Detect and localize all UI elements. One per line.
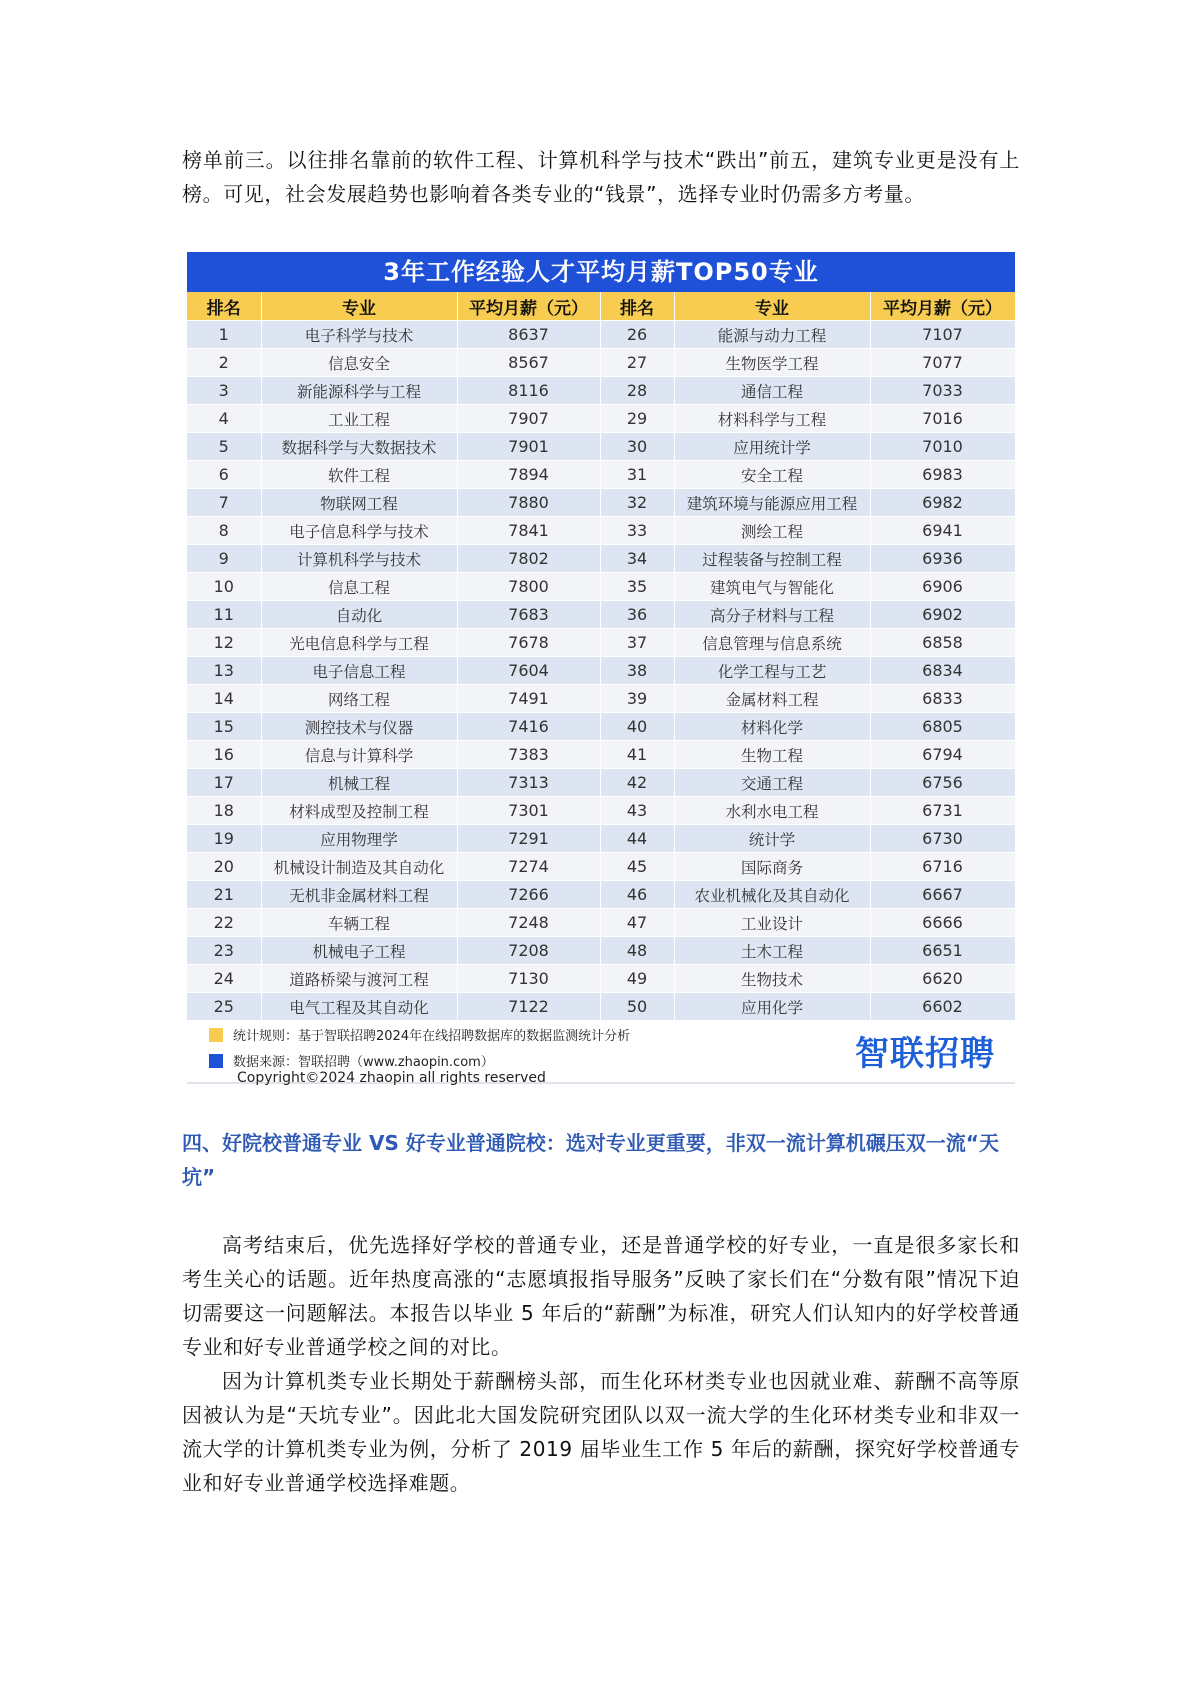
rank-cell: 6 [187, 461, 261, 489]
major-cell: 无机非金属材料工程 [261, 881, 457, 909]
salary-cell: 7122 [457, 993, 600, 1021]
major-cell: 电子信息科学与技术 [261, 517, 457, 545]
rank-cell: 11 [187, 601, 261, 629]
rank-cell: 24 [187, 965, 261, 993]
rank-cell: 36 [600, 601, 674, 629]
table-row [187, 433, 1015, 461]
table-row [187, 517, 1015, 545]
salary-table-figure [187, 252, 1015, 1084]
salary-cell: 6983 [870, 461, 1015, 489]
table-row [187, 349, 1015, 377]
rank-cell: 4 [187, 405, 261, 433]
major-cell: 计算机科学与技术 [261, 545, 457, 573]
salary-cell: 7678 [457, 629, 600, 657]
table-row [187, 685, 1015, 713]
rank-cell: 50 [600, 993, 674, 1021]
salary-cell: 6833 [870, 685, 1015, 713]
salary-cell: 7248 [457, 909, 600, 937]
table-row [187, 853, 1015, 881]
major-cell: 材料化学 [674, 713, 870, 741]
salary-cell: 7208 [457, 937, 600, 965]
header-major: 专业 [261, 292, 457, 321]
table-row [187, 489, 1015, 517]
salary-cell: 7291 [457, 825, 600, 853]
salary-cell: 8567 [457, 349, 600, 377]
major-cell: 金属材料工程 [674, 685, 870, 713]
major-cell: 电子科学与技术 [261, 321, 457, 349]
major-cell: 电子信息工程 [261, 657, 457, 685]
table-row [187, 573, 1015, 601]
salary-cell: 8116 [457, 377, 600, 405]
table-row [187, 377, 1015, 405]
table-row [187, 629, 1015, 657]
rank-cell: 28 [600, 377, 674, 405]
salary-cell: 6620 [870, 965, 1015, 993]
yellow-legend-swatch [209, 1028, 223, 1042]
table-row [187, 545, 1015, 573]
rank-cell: 39 [600, 685, 674, 713]
header-salary: 平均月薪（元） [457, 292, 600, 321]
salary-table [187, 292, 1016, 1020]
rank-cell: 27 [600, 349, 674, 377]
rank-cell: 37 [600, 629, 674, 657]
major-cell: 生物技术 [674, 965, 870, 993]
salary-cell: 7313 [457, 769, 600, 797]
rank-cell: 41 [600, 741, 674, 769]
rank-cell: 19 [187, 825, 261, 853]
salary-cell: 6756 [870, 769, 1015, 797]
major-cell: 通信工程 [674, 377, 870, 405]
salary-cell: 7010 [870, 433, 1015, 461]
salary-cell: 7894 [457, 461, 600, 489]
salary-cell: 7880 [457, 489, 600, 517]
major-cell: 机械电子工程 [261, 937, 457, 965]
salary-cell: 7383 [457, 741, 600, 769]
rank-cell: 29 [600, 405, 674, 433]
salary-cell: 7683 [457, 601, 600, 629]
salary-cell: 6730 [870, 825, 1015, 853]
salary-cell: 7841 [457, 517, 600, 545]
salary-cell: 7907 [457, 405, 600, 433]
major-cell: 自动化 [261, 601, 457, 629]
copyright-text: Copyright©2024 zhaopin all rights reserved [237, 1070, 546, 1086]
major-cell: 能源与动力工程 [674, 321, 870, 349]
major-cell: 测绘工程 [674, 517, 870, 545]
major-cell: 信息安全 [261, 349, 457, 377]
body-paragraph-2: 因为计算机类专业长期处于薪酬榜头部，而生化环材类专业也因就业难、薪酬不高等原因被认为是“天坑专业”。因此北大国发院研究团队以双一流大学的生化环材类专业和非双一流大学的计算机类专业为例，分析了 2019 届毕业生工作 5 年后的薪酬，探究好学校普通专业和好专业普通学校选择难题。 [182, 1369, 1020, 1495]
header-rank: 排名 [187, 292, 261, 321]
salary-cell: 6902 [870, 601, 1015, 629]
rank-cell: 17 [187, 769, 261, 797]
rank-cell: 40 [600, 713, 674, 741]
major-cell: 过程装备与控制工程 [674, 545, 870, 573]
major-cell: 化学工程与工艺 [674, 657, 870, 685]
major-cell: 应用化学 [674, 993, 870, 1021]
major-cell: 机械设计制造及其自动化 [261, 853, 457, 881]
salary-cell: 7107 [870, 321, 1015, 349]
table-row [187, 881, 1015, 909]
rank-cell: 23 [187, 937, 261, 965]
rank-cell: 35 [600, 573, 674, 601]
rank-cell: 22 [187, 909, 261, 937]
header-salary: 平均月薪（元） [870, 292, 1015, 321]
rank-cell: 25 [187, 993, 261, 1021]
rank-cell: 45 [600, 853, 674, 881]
header-major: 专业 [674, 292, 870, 321]
major-cell: 物联网工程 [261, 489, 457, 517]
rank-cell: 8 [187, 517, 261, 545]
intro-paragraph: 榜单前三。以往排名靠前的软件工程、计算机科学与技术“跌出”前五，建筑专业更是没有上榜。可见，社会发展趋势也影响着各类专业的“钱景”，选择专业时仍需多方考量。 [182, 148, 1020, 206]
rank-cell: 43 [600, 797, 674, 825]
salary-cell: 6667 [870, 881, 1015, 909]
salary-cell: 6794 [870, 741, 1015, 769]
table-row [187, 321, 1015, 349]
rank-cell: 5 [187, 433, 261, 461]
table-row [187, 601, 1015, 629]
salary-cell: 7491 [457, 685, 600, 713]
salary-cell: 6651 [870, 937, 1015, 965]
major-cell: 水利水电工程 [674, 797, 870, 825]
rank-cell: 7 [187, 489, 261, 517]
salary-cell: 6666 [870, 909, 1015, 937]
rank-cell: 47 [600, 909, 674, 937]
major-cell: 土木工程 [674, 937, 870, 965]
salary-cell: 6834 [870, 657, 1015, 685]
rank-cell: 38 [600, 657, 674, 685]
rank-cell: 12 [187, 629, 261, 657]
table-row [187, 405, 1015, 433]
salary-cell: 8637 [457, 321, 600, 349]
major-cell: 新能源科学与工程 [261, 377, 457, 405]
salary-cell: 7033 [870, 377, 1015, 405]
table-row [187, 993, 1015, 1021]
salary-cell: 7301 [457, 797, 600, 825]
rank-cell: 26 [600, 321, 674, 349]
major-cell: 工业设计 [674, 909, 870, 937]
note-rule-text: 统计规则：基于智联招聘2024年在线招聘数据库的数据监测统计分析 [233, 1029, 631, 1044]
rank-cell: 18 [187, 797, 261, 825]
salary-cell: 7604 [457, 657, 600, 685]
major-cell: 应用物理学 [261, 825, 457, 853]
rank-cell: 9 [187, 545, 261, 573]
header-rank: 排名 [600, 292, 674, 321]
note-rule [209, 1028, 630, 1046]
rank-cell: 2 [187, 349, 261, 377]
salary-cell: 7130 [457, 965, 600, 993]
rank-cell: 42 [600, 769, 674, 797]
major-cell: 高分子材料与工程 [674, 601, 870, 629]
salary-cell: 6936 [870, 545, 1015, 573]
major-cell: 信息管理与信息系统 [674, 629, 870, 657]
rank-cell: 46 [600, 881, 674, 909]
rank-cell: 16 [187, 741, 261, 769]
rank-cell: 31 [600, 461, 674, 489]
major-cell: 国际商务 [674, 853, 870, 881]
major-cell: 工业工程 [261, 405, 457, 433]
rank-cell: 32 [600, 489, 674, 517]
rank-cell: 13 [187, 657, 261, 685]
major-cell: 安全工程 [674, 461, 870, 489]
major-cell: 道路桥梁与渡河工程 [261, 965, 457, 993]
major-cell: 车辆工程 [261, 909, 457, 937]
salary-cell: 7274 [457, 853, 600, 881]
major-cell: 农业机械化及其自动化 [674, 881, 870, 909]
rank-cell: 10 [187, 573, 261, 601]
major-cell: 统计学 [674, 825, 870, 853]
note-source-text: 数据来源：智联招聘（www.zhaopin.com） [233, 1055, 494, 1070]
salary-cell: 7077 [870, 349, 1015, 377]
rank-cell: 21 [187, 881, 261, 909]
rank-cell: 15 [187, 713, 261, 741]
major-cell: 建筑电气与智能化 [674, 573, 870, 601]
table-row [187, 461, 1015, 489]
rank-cell: 1 [187, 321, 261, 349]
major-cell: 材料科学与工程 [674, 405, 870, 433]
major-cell: 应用统计学 [674, 433, 870, 461]
table-header-row [187, 292, 1015, 321]
table-title: 3年工作经验人才平均月薪TOP50专业 [187, 252, 1015, 292]
major-cell: 电气工程及其自动化 [261, 993, 457, 1021]
major-cell: 网络工程 [261, 685, 457, 713]
blue-legend-swatch [209, 1054, 223, 1068]
salary-cell: 7016 [870, 405, 1015, 433]
major-cell: 信息与计算科学 [261, 741, 457, 769]
rank-cell: 20 [187, 853, 261, 881]
major-cell: 测控技术与仪器 [261, 713, 457, 741]
body-paragraph-1: 高考结束后，优先选择好学校的普通专业，还是普通学校的好专业，一直是很多家长和考生关心的话题。近年热度高涨的“志愿填报指导服务”反映了家长们在“分数有限”情况下迫切需要这一问题解法。本报告以毕业 5 年后的“薪酬”为标准，研究人们认知内的好学校普通专业和好专业普通学校之间的对比。 [182, 1233, 1020, 1359]
table-row [187, 965, 1015, 993]
rank-cell: 44 [600, 825, 674, 853]
major-cell: 材料成型及控制工程 [261, 797, 457, 825]
salary-cell: 6716 [870, 853, 1015, 881]
salary-cell: 7802 [457, 545, 600, 573]
salary-cell: 7800 [457, 573, 600, 601]
rank-cell: 3 [187, 377, 261, 405]
table-row [187, 937, 1015, 965]
major-cell: 软件工程 [261, 461, 457, 489]
major-cell: 机械工程 [261, 769, 457, 797]
section-heading: 四、好院校普通专业 VS 好专业普通院校：选对专业更重要，非双一流计算机碾压双一流“天坑” [182, 1131, 999, 1189]
salary-cell: 6602 [870, 993, 1015, 1021]
salary-cell: 7416 [457, 713, 600, 741]
salary-cell: 7901 [457, 433, 600, 461]
salary-cell: 6858 [870, 629, 1015, 657]
salary-cell: 6982 [870, 489, 1015, 517]
table-body [187, 321, 1015, 1021]
table-row [187, 909, 1015, 937]
table-row [187, 713, 1015, 741]
major-cell: 生物医学工程 [674, 349, 870, 377]
rank-cell: 34 [600, 545, 674, 573]
salary-cell: 6941 [870, 517, 1015, 545]
major-cell: 光电信息科学与工程 [261, 629, 457, 657]
table-row [187, 769, 1015, 797]
rank-cell: 30 [600, 433, 674, 461]
major-cell: 生物工程 [674, 741, 870, 769]
table-row [187, 797, 1015, 825]
rank-cell: 33 [600, 517, 674, 545]
salary-cell: 6906 [870, 573, 1015, 601]
major-cell: 建筑环境与能源应用工程 [674, 489, 870, 517]
major-cell: 交通工程 [674, 769, 870, 797]
table-row [187, 657, 1015, 685]
rank-cell: 48 [600, 937, 674, 965]
rank-cell: 49 [600, 965, 674, 993]
table-row [187, 825, 1015, 853]
salary-cell: 7266 [457, 881, 600, 909]
salary-cell: 6805 [870, 713, 1015, 741]
rank-cell: 14 [187, 685, 261, 713]
zhaopin-logo: 智联招聘 [855, 1034, 995, 1074]
major-cell: 数据科学与大数据技术 [261, 433, 457, 461]
salary-cell: 6731 [870, 797, 1015, 825]
major-cell: 信息工程 [261, 573, 457, 601]
table-row [187, 741, 1015, 769]
